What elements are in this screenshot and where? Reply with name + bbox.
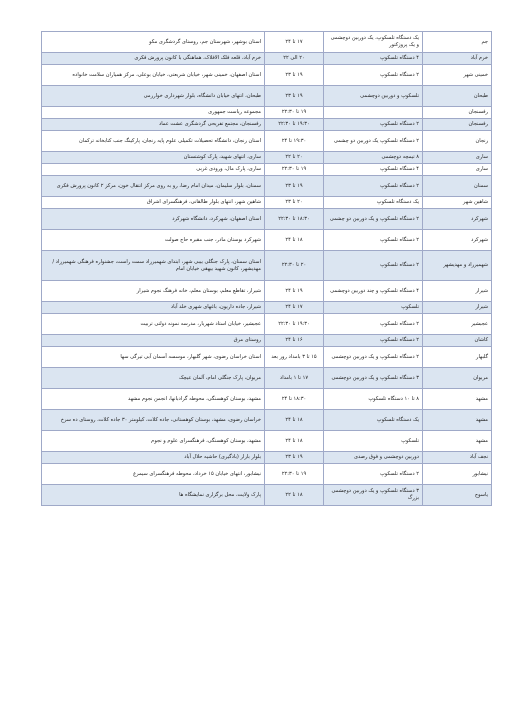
place-cell: شیراز، تقاطع معلم، بوستان معلم، خانه فرهنگ نجوم شیراز	[42, 281, 265, 302]
table-row	[42, 431, 492, 452]
time-cell: ۱۹ تا ۲۲:۳۰	[265, 107, 324, 119]
instruments-cell: ۳ دستگاه تلسکوپ و یک دوربین دوچشمی	[324, 368, 423, 389]
city-cell: شیراز	[423, 281, 492, 302]
instruments-cell: ۲ دستگاه تلسکوپ	[324, 314, 423, 335]
table-row	[42, 251, 492, 281]
instruments-cell: ۲ دستگاه تلسکوپ	[324, 119, 423, 131]
time-cell: ۱۹ تا ۲۲:۳۰	[265, 164, 324, 176]
city-cell: خرم آباد	[423, 53, 492, 65]
instruments-cell: ۸ تیمچه دوچشمی	[324, 152, 423, 164]
place-cell: روستای مرق	[42, 335, 265, 347]
table-row	[42, 230, 492, 251]
city-cell: رفسنجان	[423, 107, 492, 119]
time-cell: ۱۹ تا ۲۳	[265, 452, 324, 464]
table-row	[42, 464, 492, 485]
table-row	[42, 197, 492, 209]
place-cell: مشهد، بوستان کوهسنگی، محوطه گرادبانها، انجمن نجوم مشهد	[42, 389, 265, 410]
instruments-cell: یک دستگاه تلسکوپ	[324, 410, 423, 431]
time-cell: ۲۰ تا ۲۲:۳۰	[265, 251, 324, 281]
table-row	[42, 176, 492, 197]
place-cell: خراسان رضوی، مشهد، بوستان کوهستانی، جاده کلات، کیلومتر ۳۰ جاده کلات، روستای ده سرخ	[42, 410, 265, 431]
instruments-cell: تلسکوپ	[324, 431, 423, 452]
time-cell: ۱۸:۳۰ تا ۲۴	[265, 389, 324, 410]
table-row	[42, 65, 492, 86]
place-cell: طبحان، انتهای خیابان دانشگاه، بلوار شهرداری خوارزمی	[42, 86, 265, 107]
place-cell: مجموعه ریاست جمهوری	[42, 107, 265, 119]
instruments-cell: ۲ دستگاه تلسکوپ	[324, 464, 423, 485]
instruments-cell: دوربین دوچشمی و فوق رصدی	[324, 452, 423, 464]
table-row	[42, 209, 492, 230]
city-cell: ساری	[423, 164, 492, 176]
instruments-cell: ۴ دستگاه تلسکوپ و چند دوربین دوچشمی	[324, 281, 423, 302]
place-cell: شاهین شهر، انتهای بلوار طالقانی، فرهنگسرای اشراق	[42, 197, 265, 209]
table-row	[42, 107, 492, 119]
place-cell: نیشابور، انتهای خیابان ۱۵ خرداد، محوطه فرهنگسرای سیمرغ	[42, 464, 265, 485]
place-cell: ساری، پارک مال، ورودی غربی	[42, 164, 265, 176]
place-cell: ساری، انتهای شهید، پارک کوشتستان	[42, 152, 265, 164]
city-cell: شاهین شهر	[423, 197, 492, 209]
instruments-cell: ۲ دستگاه تلسکوپ یک دوربین دو چشمی	[324, 131, 423, 152]
table-row	[42, 485, 492, 506]
time-cell: ۲۰ الی ۲۲	[265, 53, 324, 65]
instruments-cell: ۴ دستگاه تلسکوپ	[324, 53, 423, 65]
instruments-cell: تلسکوپ	[324, 302, 423, 314]
city-cell: شیراز	[423, 302, 492, 314]
instruments-cell: ۲ دستگاه تلسکوپ	[324, 230, 423, 251]
time-cell: ۲۰ تا ۲۲	[265, 152, 324, 164]
table-row	[42, 164, 492, 176]
place-cell: خرم آباد، قلعه فلک الافلاک، هماهنگی با کانون پرورش فکری	[42, 53, 265, 65]
instruments-cell	[324, 107, 423, 119]
table-row	[42, 410, 492, 431]
city-cell: نجف آباد	[423, 452, 492, 464]
time-cell: ۱۹ تا ۲۴	[265, 281, 324, 302]
city-cell: گلبهار	[423, 347, 492, 368]
table-row	[42, 389, 492, 410]
instruments-cell: ۴ دستگاه تلسکوپ	[324, 164, 423, 176]
table-row	[42, 314, 492, 335]
place-cell: سمنان، بلوار سلیمان، میدان امام رضا، رو به روی مرکز انتقال خون، مرکز ۲ کانون پرورش فکری	[42, 176, 265, 197]
time-cell: ۱۹:۳۰ تا ۲۴	[265, 131, 324, 152]
time-cell: ۱۷ تا ۲۴	[265, 32, 324, 53]
time-cell: ۱۸ تا ۲۲	[265, 485, 324, 506]
table-row	[42, 335, 492, 347]
city-cell: کاشان	[423, 335, 492, 347]
place-cell: شیراز، جاده داریون، باغهای شهری خلد آباد	[42, 302, 265, 314]
instruments-cell: یک دستگاه تلسکوپ	[324, 197, 423, 209]
place-cell: بلوار بازار (بادگیری) حاشیه حلال آباد	[42, 452, 265, 464]
time-cell: ۱۸ تا ۲۴	[265, 230, 324, 251]
city-cell: شهمیرزاد و مهدیشهر	[423, 251, 492, 281]
city-cell: طبحان	[423, 86, 492, 107]
table-row	[42, 452, 492, 464]
time-cell: ۱۸:۳۰ تا ۲۲:۳۰	[265, 209, 324, 230]
place-cell: شهرکرد بوستان مادر، جنب مقبره حاج صولت	[42, 230, 265, 251]
table-row	[42, 119, 492, 131]
city-cell: مریوان	[423, 368, 492, 389]
time-cell: ۱۸ تا ۲۴	[265, 410, 324, 431]
city-cell: نیشابور	[423, 464, 492, 485]
place-cell: مریوان، پارک جنگلی امام، آلمان عیچک	[42, 368, 265, 389]
instruments-cell: ۲ دستگاه تلسکوپ و یک دوربین دوچشمی	[324, 347, 423, 368]
schedule-table-container	[41, 31, 492, 506]
place-cell: استان اصفهان، خمینی شهر، خیابان شریعتی، خیابان بوعلی، مرکز همیاران سلامت خانواده	[42, 65, 265, 86]
instruments-cell: ۳ دستگاه تلسکوپ و یک دوربین دوچشمی بزرگ	[324, 485, 423, 506]
instruments-cell: تلسکوپ و دوربین دوچشمی	[324, 86, 423, 107]
instruments-cell: ۲ دستگاه تلسکوپ	[324, 176, 423, 197]
table-row	[42, 302, 492, 314]
city-cell: زنجان	[423, 131, 492, 152]
city-cell: رفسنجان	[423, 119, 492, 131]
city-cell: مشهد	[423, 410, 492, 431]
time-cell: ۱۵ تا ۳ بامداد روز بعد	[265, 347, 324, 368]
table-row	[42, 347, 492, 368]
table-row	[42, 131, 492, 152]
place-cell: عجبشیر، خیابان استاد شهریار، مدرسه نمونه دولتی تربیت	[42, 314, 265, 335]
table-body	[42, 32, 492, 506]
time-cell: ۱۹ تا ۲۳	[265, 65, 324, 86]
place-cell: رفسنجان، مجتمع تفریحی گردشگری عشت عماد	[42, 119, 265, 131]
city-cell: مشهد	[423, 431, 492, 452]
time-cell: ۱۷ تا ۲۴	[265, 302, 324, 314]
time-cell: ۱۷ تا ۱ بامداد	[265, 368, 324, 389]
time-cell: ۲۰ تا ۲۳	[265, 197, 324, 209]
place-cell: استان سمنان، پارک جنگلی بیبی شهر، ابتدای شهمیرزاد سمت راست، جشنواره فرهنگی شهمیرزاد / مهدیشهر، کانون شهید بیهقی خیابان امام	[42, 251, 265, 281]
city-cell: عجبشیر	[423, 314, 492, 335]
city-cell: جم	[423, 32, 492, 53]
instruments-cell: ۲ دستگاه تلسکوپ	[324, 335, 423, 347]
time-cell: ۱۹ تا ۲۳	[265, 176, 324, 197]
city-cell: مشهد	[423, 389, 492, 410]
city-cell: سمنان	[423, 176, 492, 197]
time-cell: ۱۸ تا ۲۴	[265, 431, 324, 452]
time-cell: ۱۹ تا ۲۲:۳۰	[265, 464, 324, 485]
table-row	[42, 32, 492, 53]
place-cell: مشهد، بوستان کوهسنگی، فرهنگسرای علوم و نجوم	[42, 431, 265, 452]
city-cell: ساری	[423, 152, 492, 164]
table-row	[42, 368, 492, 389]
table-row	[42, 152, 492, 164]
city-cell: خمینی شهر	[423, 65, 492, 86]
instruments-cell: ۲ دستگاه تلسکوپ	[324, 251, 423, 281]
time-cell: ۱۹ تا ۲۳	[265, 86, 324, 107]
time-cell: ۱۹:۳۰ تا ۲۲:۳۰	[265, 119, 324, 131]
table-row	[42, 281, 492, 302]
place-cell: پارک ولایت، محل برگزاری نمایشگاه ها	[42, 485, 265, 506]
instruments-cell: ۲ دستگاه تلسکوپ و یک دوربین دو چشمی	[324, 209, 423, 230]
table-row	[42, 86, 492, 107]
observation-schedule-table	[41, 31, 492, 506]
time-cell: ۱۶ تا ۲۴	[265, 335, 324, 347]
place-cell: استان زنجان، دانشگاه تحصیلات تکمیلی علوم پایه زنجان، پارکینگ جنب کتابخانه ترکمان	[42, 131, 265, 152]
table-row	[42, 53, 492, 65]
instruments-cell: یک دستگاه تلسکوپ، یک دوربین دوچشمی و یک پروژکتور	[324, 32, 423, 53]
instruments-cell: ۲ دستگاه تلسکوپ	[324, 65, 423, 86]
place-cell: استان خراسان رضوی، شهر گلبهار، موسسه آسمان آبی تیرگی سها	[42, 347, 265, 368]
city-cell: شهرکرد	[423, 209, 492, 230]
time-cell: ۱۹:۳۰ تا ۲۲:۳۰	[265, 314, 324, 335]
city-cell: شهرکرد	[423, 230, 492, 251]
place-cell: استان بوشهر، شهرستان جم، روستای گردشگری مکو	[42, 32, 265, 53]
city-cell: یاسوج	[423, 485, 492, 506]
place-cell: استان اصفهان، شهرکرد، دانشگاه شهرکرد	[42, 209, 265, 230]
instruments-cell: ۸ تا ۱۰ دستگاه تلسکوپ	[324, 389, 423, 410]
